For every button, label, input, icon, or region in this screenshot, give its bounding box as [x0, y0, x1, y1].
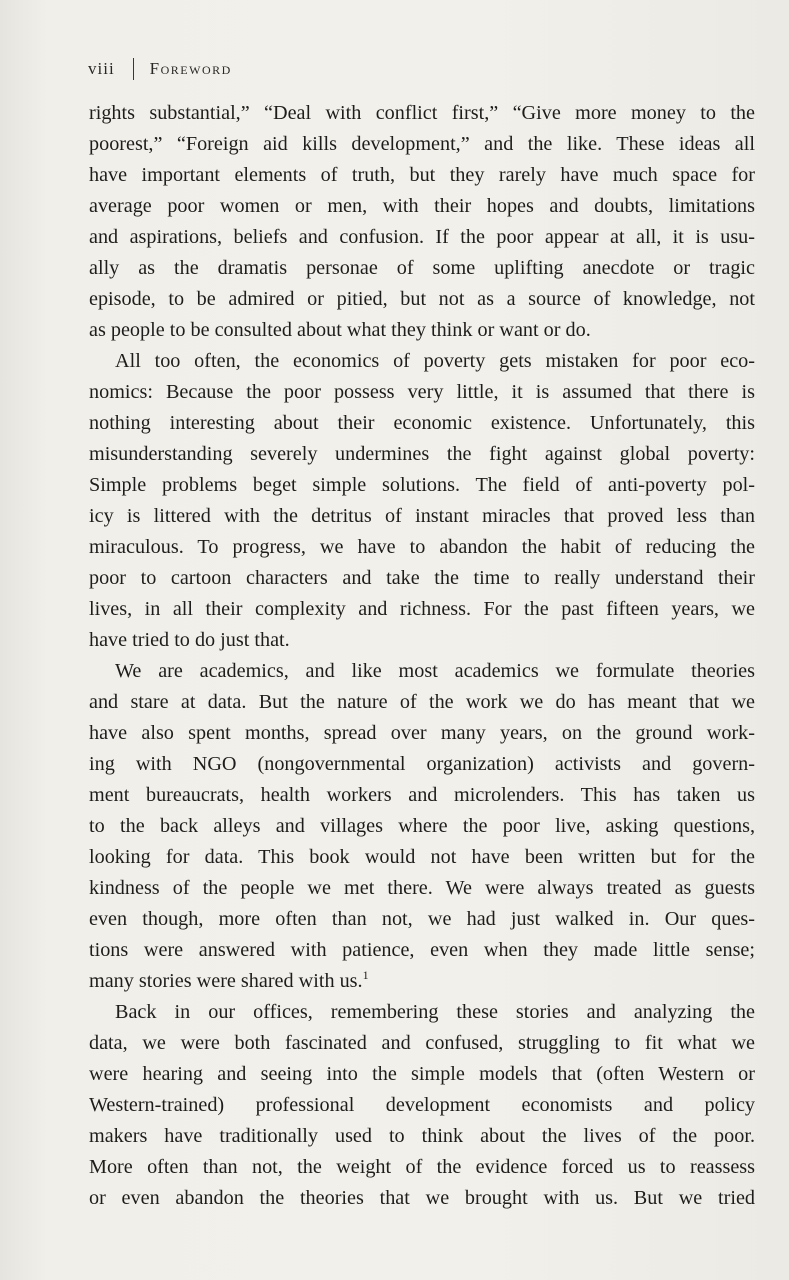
text-line: Western-trained) professional development economists and policy [89, 1094, 755, 1116]
text-line: have tried to do just that. [89, 629, 290, 651]
text-line: data, we were both fascinated and confused, struggling to fit what we [89, 1032, 755, 1054]
text-line: tions were answered with patience, even when they made little sense; [89, 939, 755, 961]
text-line: and aspirations, beliefs and confusion. If the poor appear at all, it is usu- [89, 226, 755, 248]
text-line: looking for data. This book would not have been written but for the [89, 846, 755, 868]
body-text [89, 98, 755, 1214]
text-line: to the back alleys and villages where the poor live, asking questions, [89, 815, 755, 837]
text-line: miraculous. To progress, we have to abandon the habit of reducing the [89, 536, 755, 558]
section-title: Foreword [149, 59, 232, 78]
text-line: ment bureaucrats, health workers and microlenders. This has taken us [89, 784, 755, 806]
text-line: have important elements of truth, but they rarely have much space for [89, 164, 755, 186]
text-line: many stories were shared with us. [89, 970, 363, 992]
text-line: average poor women or men, with their hopes and doubts, limitations [89, 195, 755, 217]
paragraph-2 [89, 346, 755, 656]
page-number: viii [88, 59, 115, 78]
paragraph-3 [89, 656, 755, 997]
text-line: misunderstanding severely undermines the fight against global poverty: [89, 443, 755, 465]
text-line: icy is littered with the detritus of instant miracles that proved less than [89, 505, 755, 527]
running-head [88, 58, 232, 80]
text-line: ing with NGO (nongovernmental organization) activists and govern- [89, 753, 755, 775]
text-line: have also spent months, spread over many years, on the ground work- [89, 722, 755, 744]
text-line: Back in our offices, remembering these stories and analyzing the [115, 1001, 755, 1023]
text-line: nothing interesting about their economic existence. Unfortunately, this [89, 412, 755, 434]
footnote-ref[interactable]: 1 [362, 968, 369, 982]
text-line: rights substantial,” “Deal with conflict first,” “Give more money to the [89, 102, 755, 124]
text-line: makers have traditionally used to think about the lives of the poor. [89, 1125, 755, 1147]
text-line: We are academics, and like most academics we formulate theories [115, 660, 755, 682]
text-line: were hearing and seeing into the simple models that (often Western or [89, 1063, 755, 1085]
text-line-with-footnote [89, 966, 755, 997]
text-line: lives, in all their complexity and richness. For the past fifteen years, we [89, 598, 755, 620]
text-line: as people to be consulted about what they think or want or do. [89, 319, 591, 341]
paragraph-4 [89, 997, 755, 1214]
text-line: poorest,” “Foreign aid kills development,” and the like. These ideas all [89, 133, 755, 155]
paragraph-1 [89, 98, 755, 346]
text-line: nomics: Because the poor possess very little, it is assumed that there is [89, 381, 755, 403]
text-line: All too often, the economics of poverty gets mistaken for poor eco- [115, 350, 755, 372]
text-line: episode, to be admired or pitied, but not as a source of knowledge, not [89, 288, 755, 310]
header-divider [133, 58, 134, 80]
text-line: kindness of the people we met there. We were always treated as guests [89, 877, 755, 899]
text-line: ally as the dramatis personae of some uplifting anecdote or tragic [89, 257, 755, 279]
text-line: poor to cartoon characters and take the time to really understand their [89, 567, 755, 589]
text-line: More often than not, the weight of the evidence forced us to reassess [89, 1156, 755, 1178]
text-line: or even abandon the theories that we brought with us. But we tried [89, 1187, 755, 1209]
text-line: and stare at data. But the nature of the work we do has meant that we [89, 691, 755, 713]
text-line: even though, more often than not, we had just walked in. Our ques- [89, 908, 755, 930]
text-line: Simple problems beget simple solutions. The field of anti-poverty pol- [89, 474, 755, 496]
